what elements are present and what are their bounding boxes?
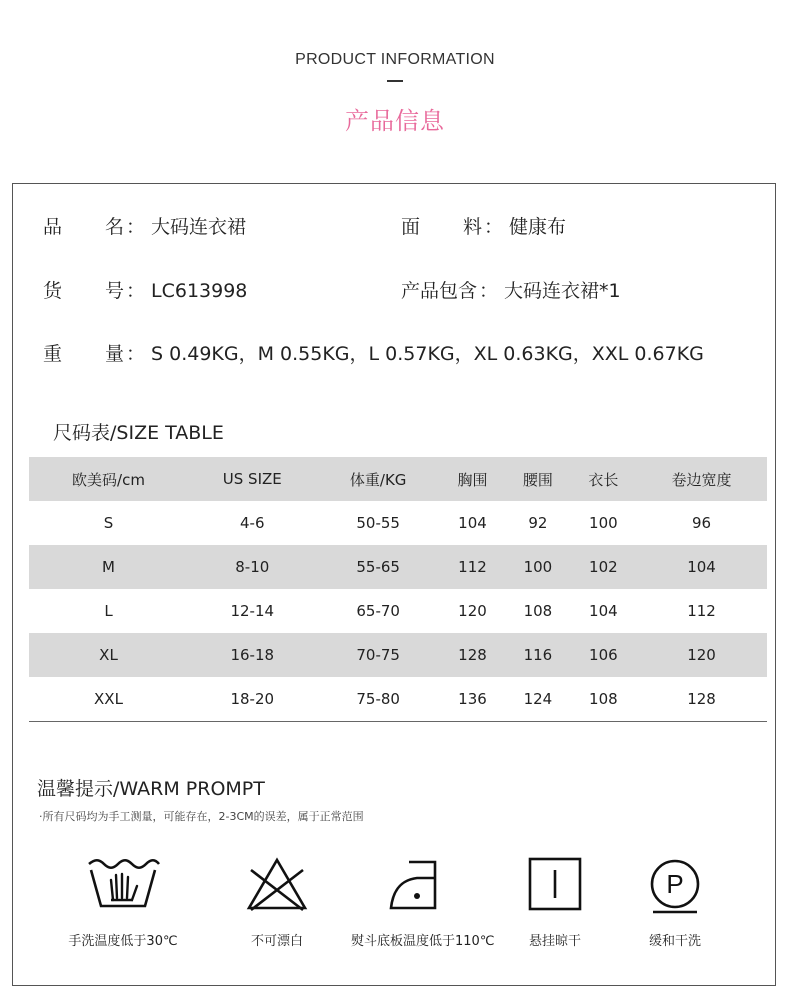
table-cell: 102 — [571, 545, 636, 589]
info-weight: 重量 ： S 0.49KG，M 0.55KG，L 0.57KG，XL 0.63KG，XXL 0.67KG — [43, 339, 704, 366]
table-cell: 112 — [440, 545, 505, 589]
care-label-dry-clean: 缓和干洗 — [648, 934, 701, 949]
table-row — [29, 589, 767, 633]
table-cell: 4-6 — [240, 514, 265, 532]
info-fabric-label: 面料 — [401, 216, 482, 238]
table-cell: 120 — [636, 633, 767, 677]
care-label-hand-wash: 手洗温度低于30℃ — [68, 934, 178, 949]
table-row — [29, 677, 767, 722]
warm-prompt-title: 温馨提示/WARM PROMPT — [37, 778, 265, 800]
table-header-cell: 欧美码/cm — [29, 457, 188, 501]
table-cell: 75-80 — [317, 677, 440, 722]
table-cell: 108 — [523, 602, 553, 620]
table-row — [29, 545, 767, 589]
header-title-en: PRODUCT INFORMATION — [295, 51, 495, 68]
table-header-cell: 衣长 — [571, 457, 636, 501]
warm-prompt-note: ·所有尺码均为手工测量，可能存在，2-3CM的误差，属于正常范围 — [39, 810, 364, 823]
table-cell: 92 — [528, 514, 548, 532]
table-cell: XL — [29, 633, 188, 677]
info-name-value: 大码连衣裙 — [151, 216, 247, 238]
table-cell: 55-65 — [317, 545, 440, 589]
info-package: 产品包含 ： 大码连衣裙*1 — [401, 276, 621, 303]
table-cell: 108 — [571, 677, 636, 722]
table-cell: S — [103, 514, 114, 532]
info-name-label: 品名 — [43, 216, 124, 238]
table-row — [29, 633, 767, 677]
care-label-iron: 熨斗底板温度低于110℃ — [351, 934, 495, 949]
table-cell: 100 — [505, 545, 570, 589]
table-header-cell: 卷边宽度 — [636, 457, 767, 501]
table-cell: 128 — [440, 633, 505, 677]
info-weight-label: 重量 — [43, 343, 124, 365]
table-cell: 104 — [458, 514, 487, 532]
hang-dry-icon — [527, 856, 583, 916]
header-title-cn: 产品信息 — [345, 107, 445, 135]
care-label-hang-dry: 悬挂晾干 — [528, 934, 581, 949]
table-header-cell: 腰围 — [505, 457, 570, 501]
info-sku-value: LC613998 — [151, 280, 248, 302]
table-cell: 124 — [505, 677, 570, 722]
table-cell: 12-14 — [230, 602, 275, 620]
table-cell: 50-55 — [356, 514, 400, 532]
info-name: 品名 ： 大码连衣裙 — [43, 212, 246, 239]
svg-text:P: P — [666, 869, 684, 899]
table-cell: 70-75 — [317, 633, 440, 677]
table-header-cell: US SIZE — [188, 457, 317, 501]
table-row — [29, 501, 767, 545]
table-header-cell: 体重/KG — [317, 457, 440, 501]
info-package-value: 大码连衣裙*1 — [504, 280, 621, 302]
table-cell: 16-18 — [188, 633, 317, 677]
info-sku: 货号 ： LC613998 — [43, 276, 247, 303]
table-cell: 18-20 — [188, 677, 317, 722]
product-info-panel — [12, 183, 776, 986]
info-sku-label: 货号 — [43, 280, 124, 302]
table-header-row — [29, 457, 767, 501]
iron-icon — [387, 856, 451, 916]
table-cell: 106 — [571, 633, 636, 677]
table-cell: 116 — [505, 633, 570, 677]
info-fabric-value: 健康布 — [509, 216, 567, 238]
table-cell: 96 — [691, 514, 712, 532]
size-table — [29, 457, 767, 722]
care-label-no-bleach: 不可漂白 — [250, 934, 303, 949]
table-cell: 128 — [636, 677, 767, 722]
table-cell: 112 — [687, 602, 716, 620]
table-cell: XXL — [29, 677, 188, 722]
table-cell: 104 — [636, 545, 767, 589]
dry-clean-p-icon — [645, 856, 705, 920]
hand-wash-icon — [85, 856, 161, 916]
info-fabric: 面料 ： 健康布 — [401, 212, 566, 239]
table-cell: 65-70 — [356, 602, 400, 620]
table-cell: 8-10 — [188, 545, 317, 589]
table-cell: 136 — [440, 677, 505, 722]
table-cell: M — [29, 545, 188, 589]
table-cell: 104 — [589, 602, 618, 620]
header-divider — [387, 80, 403, 82]
size-table-title: 尺码表/SIZE TABLE — [53, 422, 224, 444]
no-bleach-icon — [245, 856, 309, 916]
table-cell: L — [104, 602, 113, 620]
table-cell: 100 — [589, 514, 618, 532]
info-package-label: 产品包含 — [401, 280, 478, 302]
table-cell: 120 — [458, 602, 487, 620]
table-header-cell: 胸围 — [440, 457, 505, 501]
info-weight-value: S 0.49KG，M 0.55KG，L 0.57KG，XL 0.63KG，XXL 0.67KG — [151, 343, 704, 365]
